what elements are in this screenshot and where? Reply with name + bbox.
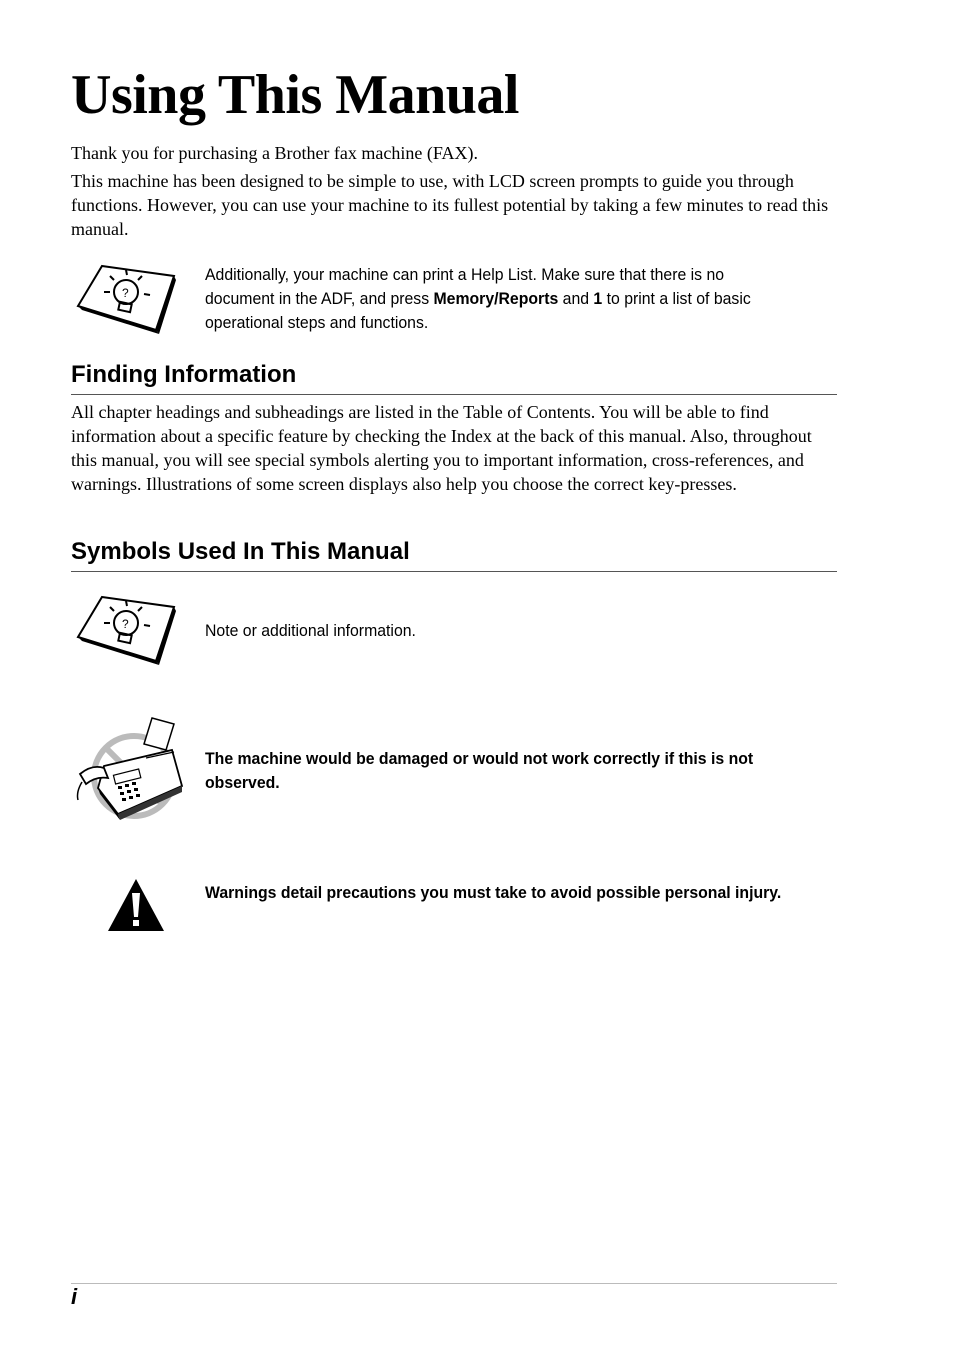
svg-text:?: ? — [122, 286, 129, 300]
memory-reports-key: Memory/Reports — [433, 289, 559, 308]
symbols-heading: Symbols Used In This Manual — [71, 537, 837, 572]
fax-machine-prohibited-icon — [74, 716, 186, 822]
intro-paragraph-1: Thank you for purchasing a Brother fax machine (FAX). — [71, 143, 479, 163]
warning-triangle-icon — [106, 877, 166, 933]
footer-rule — [71, 1283, 837, 1284]
key-one: 1 — [593, 289, 603, 308]
intro-paragraph-2: This machine has been designed to be simple to use, with LCD screen prompts to guide you through functions. However, you can use your machine to its fullest potential by taking a few minutes to read this manual. — [71, 171, 829, 239]
page-title: Using This Manual — [71, 64, 519, 126]
help-note-text-after: to print a list of basic operational steps and functions. — [205, 289, 751, 332]
svg-text:?: ? — [122, 617, 129, 631]
caution-symbol-description: The machine would be damaged or would not work correctly if this is not observed. — [205, 749, 754, 792]
finding-information-body: All chapter headings and subheadings are listed in the Table of Contents. You will be able to find information about a specific feature by checking the Index at the back of this manual. Also, throughout this manual, you will see special symbols alerting you to important information, cross-references, and warnings. Illustrations of some screen displays also help you choose the correct key-presses. — [71, 402, 812, 494]
lightbulb-note-icon — [74, 593, 178, 665]
help-note-text: Additionally, your machine can print a Help List. Make sure that there is no document in the ADF, and press — [205, 265, 725, 308]
help-list-note — [205, 263, 791, 335]
help-note-text-and: and — [558, 289, 594, 308]
page-number: i — [71, 1284, 78, 1309]
warning-symbol-description: Warnings detail precautions you must take to avoid possible personal injury. — [205, 883, 782, 902]
finding-information-heading: Finding Information — [71, 360, 837, 395]
note-symbol-description: Note or additional information. — [205, 621, 416, 640]
lightbulb-note-icon — [74, 262, 178, 334]
